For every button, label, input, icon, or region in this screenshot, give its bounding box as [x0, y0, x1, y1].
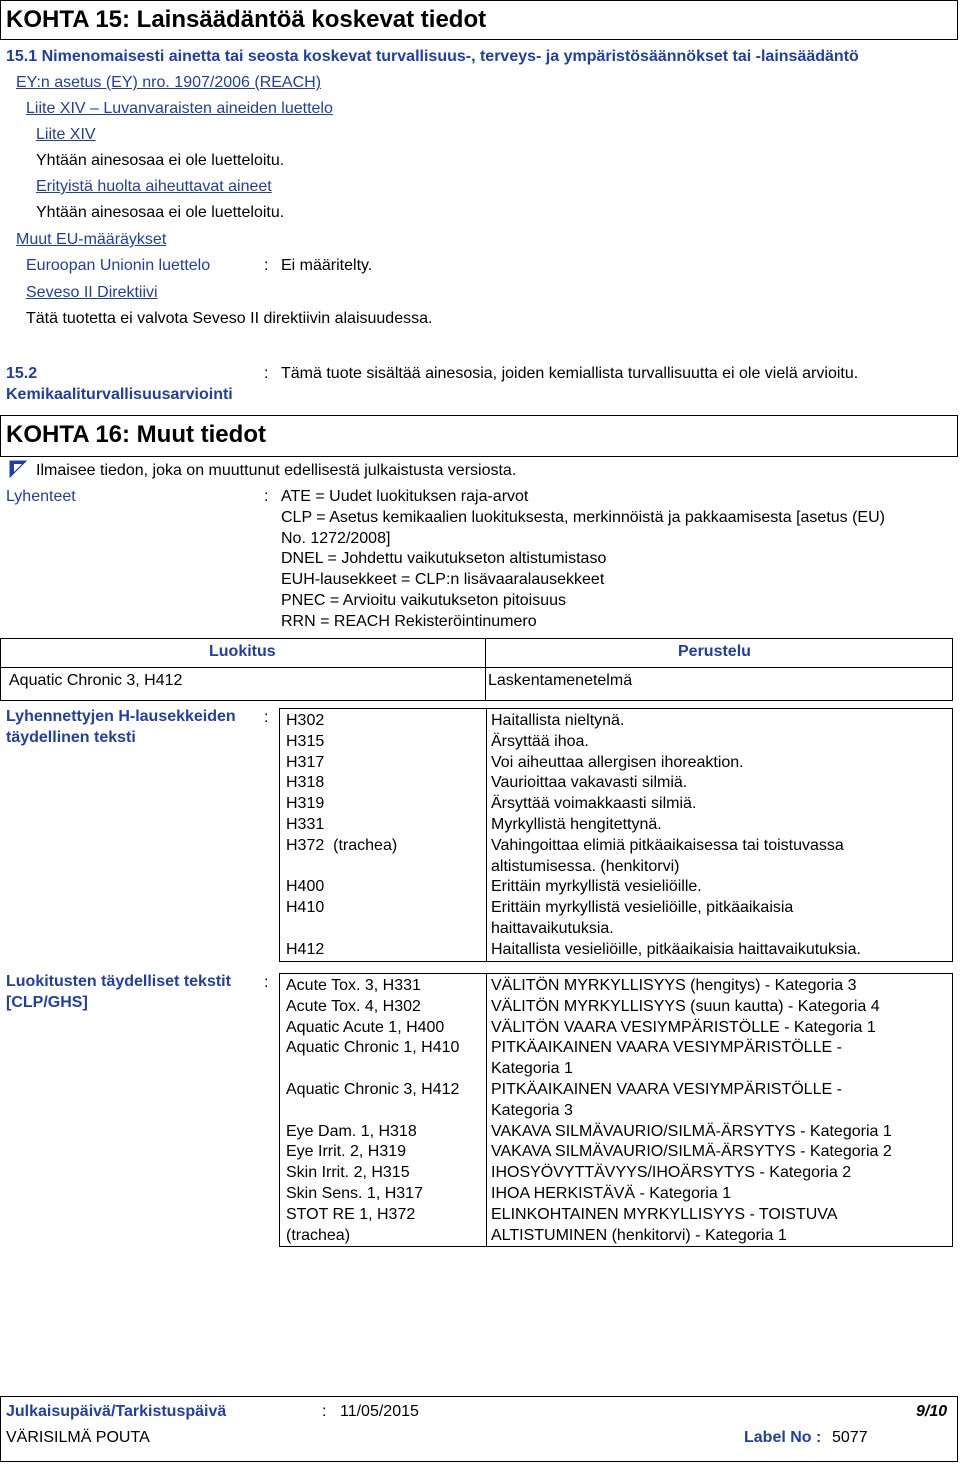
svhc-heading: Erityistä huolta aiheuttavat aineet — [36, 178, 272, 195]
clp-code — [286, 1101, 486, 1122]
abbreviation-line: RRN = REACH Rekisteröintinumero — [281, 612, 537, 630]
abbreviation-line: PNEC = Arvioitu vaikutukseton pitoisuus — [281, 591, 567, 609]
clp-texts-colon: : — [264, 974, 269, 991]
h-statements-label: Lyhennettyjen H-lausekkeiden täydellinen teksti — [6, 708, 236, 746]
clp-text: VAKAVA SILMÄVAURIO/SILMÄ-ÄRSYTYS - Kategoria 1 — [491, 1122, 892, 1140]
h-code — [286, 919, 486, 940]
footer-product-name: VÄRISILMÄ POUTA — [6, 1429, 150, 1446]
clp-code: Eye Dam. 1, H318 — [286, 1122, 417, 1140]
clp-code: Acute Tox. 3, H331 — [286, 977, 421, 994]
abbreviation-line: CLP = Asetus kemikaalien luokituksesta, merkinnöistä ja pakkaamisesta [asetus (EU) — [281, 508, 885, 526]
section-15-title: KOHTA 15: Lainsäädäntöä koskevat tiedot — [6, 6, 487, 33]
h-text: Vaurioittaa vakavasti silmiä. — [491, 774, 688, 792]
h-text: Myrkyllistä hengitettynä. — [491, 815, 662, 833]
clp-text: Kategoria 1 — [491, 1060, 573, 1078]
footer-date-value: 11/05/2015 — [340, 1403, 419, 1420]
clp-codes-column — [279, 973, 487, 1247]
abbreviation-line: DNEL = Johdettu vaikutukseton altistumistaso — [281, 550, 607, 568]
h-codes-column — [279, 708, 487, 962]
footer-date-colon: : — [322, 1403, 327, 1420]
seveso-heading: Seveso II Direktiivi — [26, 284, 158, 301]
h-code: H410 — [286, 899, 325, 917]
annex-xiv-text: Yhtään ainesosaa ei ole luetteloitu. — [36, 152, 285, 169]
eu-list-label: Euroopan Unionin luettelo — [26, 257, 211, 274]
clp-code: Skin Sens. 1, H317 — [286, 1184, 423, 1202]
h-text: haittavaikutuksia. — [491, 919, 614, 937]
clp-texts-label: Luokitusten täydelliset tekstit [CLP/GHS] — [6, 973, 231, 1011]
class-table-classification: Aquatic Chronic 3, H412 — [9, 672, 183, 689]
class-table-col-basis: Perustelu — [678, 643, 751, 660]
clp-code: STOT RE 1, H372 — [286, 1205, 416, 1223]
footer-label-no-label: Label No : — [744, 1429, 822, 1446]
class-table-method: Laskentamenetelmä — [488, 672, 633, 689]
h-code: H319 — [286, 795, 325, 813]
change-flag-icon — [9, 460, 27, 478]
h-code: H315 — [286, 732, 325, 750]
h-text: Erittäin myrkyllistä vesieliöille. — [491, 878, 702, 896]
clp-text: PITKÄAIKAINEN VAARA VESIYMPÄRISTÖLLE - — [491, 1039, 842, 1057]
eu-list-colon: : — [264, 257, 269, 274]
h-code: H318 — [286, 774, 325, 792]
section-16-title: KOHTA 16: Muut tiedot — [6, 421, 266, 448]
h-code: H400 — [286, 878, 325, 896]
h-texts-column — [486, 708, 953, 962]
change-note: Ilmaisee tiedon, joka on muuttunut edellisestä julkaistusta versiosta. — [36, 462, 517, 479]
subsection-15-2-label: Kemikaaliturvallisuusarviointi — [6, 386, 233, 403]
h-code: H372 (trachea) — [286, 836, 398, 854]
other-eu-heading: Muut EU-määräykset — [16, 231, 167, 248]
abbreviation-line: EUH-lausekkeet = CLP:n lisävaaralausekkeet — [281, 571, 605, 589]
class-table-col-classification: Luokitus — [209, 643, 276, 660]
clp-text: VÄLITÖN VAARA VESIYMPÄRISTÖLLE - Kategoria 1 — [491, 1018, 876, 1036]
abbreviation-line: ATE = Uudet luokituksen raja-arvot — [281, 488, 529, 505]
clp-text: IHOA HERKISTÄVÄ - Kategoria 1 — [491, 1184, 732, 1202]
h-code: H302 — [286, 712, 325, 729]
h-code: H331 — [286, 815, 325, 833]
svhc-text: Yhtään ainesosaa ei ole luetteloitu. — [36, 204, 285, 221]
clp-code: Aquatic Acute 1, H400 — [286, 1018, 445, 1036]
h-text: Ärsyttää ihoa. — [491, 732, 589, 750]
subsection-15-2-colon: : — [264, 365, 269, 382]
h-text: Voi aiheuttaa allergisen ihoreaktion. — [491, 753, 744, 771]
clp-code: Aquatic Chronic 1, H410 — [286, 1039, 460, 1057]
clp-text: ELINKOHTAINEN MYRKYLLISYYS - TOISTUVA — [491, 1205, 838, 1223]
clp-code: Aquatic Chronic 3, H412 — [286, 1080, 460, 1098]
h-text: altistumisessa. (henkitorvi) — [491, 857, 680, 875]
h-statements-colon: : — [264, 709, 269, 726]
footer-page-number: 9/10 — [916, 1403, 948, 1420]
clp-text: ALTISTUMINEN (henkitorvi) - Kategoria 1 — [491, 1226, 787, 1244]
subsection-15-2-text: Tämä tuote sisältää ainesosia, joiden kemiallista turvallisuutta ei ole vielä arvioitu. — [281, 365, 859, 382]
annex-xiv-heading: Liite XIV — [36, 126, 96, 143]
clp-code: Eye Irrit. 2, H319 — [286, 1143, 407, 1161]
clp-texts-column — [486, 973, 953, 1247]
abbreviations-list — [281, 487, 885, 633]
h-code: H317 — [286, 753, 325, 771]
clp-text: PITKÄAIKAINEN VAARA VESIYMPÄRISTÖLLE - — [491, 1080, 842, 1098]
abbreviations-label: Lyhenteet — [6, 488, 76, 505]
subsection-15-1-title: 15.1 Nimenomaisesti ainetta tai seosta koskevat turvallisuus-, terveys- ja ympäristösäännökset tai -lainsäädäntö — [6, 48, 859, 65]
h-text: Ärsyttää voimakkaasti silmiä. — [491, 795, 697, 813]
clp-text: VAKAVA SILMÄVAURIO/SILMÄ-ÄRSYTYS - Kategoria 2 — [491, 1143, 892, 1161]
h-text: Haitallista nieltynä. — [491, 712, 625, 729]
footer-date-label: Julkaisupäivä/Tarkistuspäivä — [6, 1403, 227, 1420]
abbreviations-colon: : — [264, 488, 269, 505]
clp-code: Skin Irrit. 2, H315 — [286, 1164, 410, 1182]
h-code: H412 — [286, 940, 325, 958]
annex-xiv-list-heading: Liite XIV – Luvanvaraisten aineiden luettelo — [26, 100, 333, 117]
clp-code — [286, 1059, 486, 1080]
clp-text: IHOSYÖVYTTÄVYYS/IHOÄRSYTYS - Kategoria 2 — [491, 1164, 852, 1182]
clp-text: VÄLITÖN MYRKYLLISYYS (hengitys) - Kategoria 3 — [491, 977, 857, 994]
h-text: Haitallista vesieliöille, pitkäaikaisia haittavaikutuksia. — [491, 940, 861, 958]
eu-list-value: Ei määritelty. — [281, 257, 373, 274]
seveso-text: Tätä tuotetta ei valvota Seveso II direktiivin alaisuudessa. — [26, 310, 433, 327]
clp-text: Kategoria 3 — [491, 1101, 573, 1119]
reach-heading: EY:n asetus (EY) nro. 1907/2006 (REACH) — [16, 74, 322, 91]
clp-code: Acute Tox. 4, H302 — [286, 997, 421, 1015]
clp-text: VÄLITÖN MYRKYLLISYYS (suun kautta) - Kategoria 4 — [491, 997, 880, 1015]
abbreviation-line: No. 1272/2008] — [281, 529, 391, 547]
clp-code: (trachea) — [286, 1226, 351, 1244]
subsection-15-2-number: 15.2 — [6, 365, 38, 382]
h-text: Vahingoittaa elimiä pitkäaikaisessa tai toistuvassa — [491, 836, 844, 854]
h-text: Erittäin myrkyllistä vesieliöille, pitkäaikaisia — [491, 899, 794, 917]
footer-label-no: 5077 — [832, 1429, 868, 1446]
h-code — [286, 857, 486, 878]
